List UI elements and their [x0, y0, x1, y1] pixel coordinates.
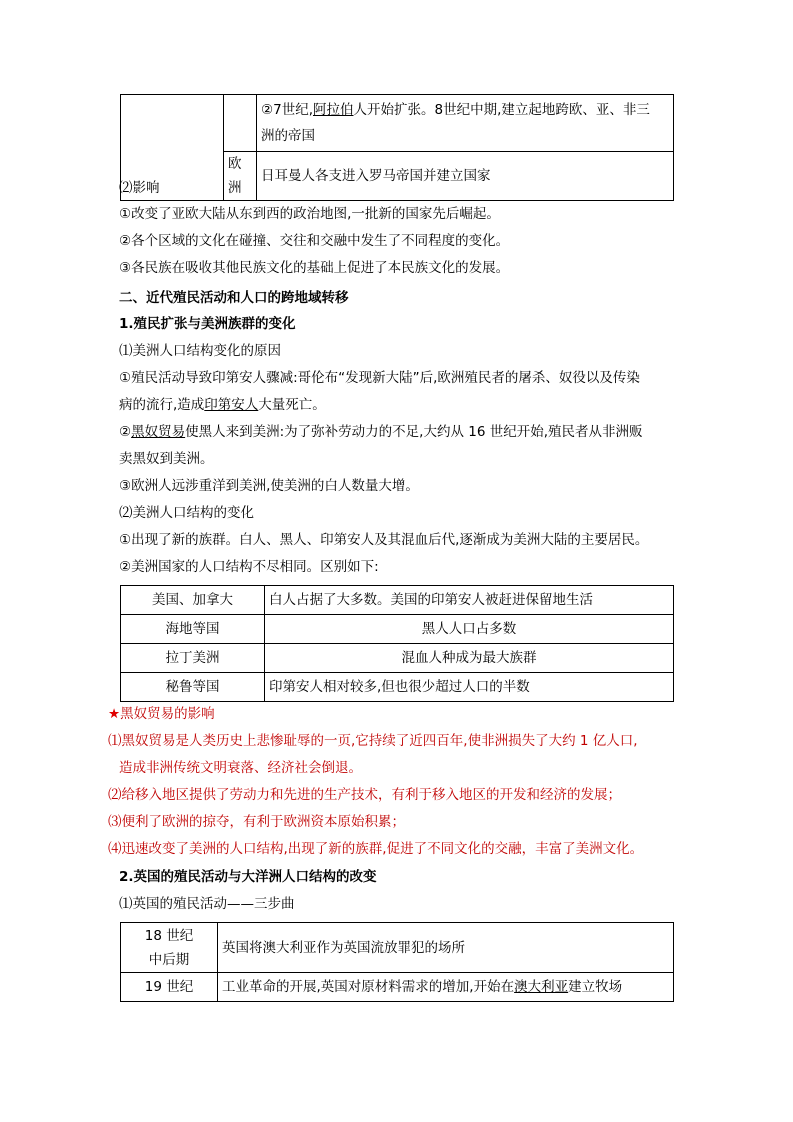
table-cell-region: 海地等国	[121, 615, 265, 644]
change-2: ②美洲国家的人口结构不尽相同。区别如下:	[119, 559, 379, 575]
table-cell-desc: 黑人人口占多数	[265, 615, 674, 644]
table-cell-desc: 英国将澳大利亚作为英国流放罪犯的场所	[218, 923, 674, 973]
table-cell-desc: 混血人种成为最大族群	[265, 644, 674, 673]
table-cell-period	[121, 923, 218, 973]
impact-heading: ⑵影响	[119, 180, 160, 196]
table-cell-region: 拉丁美洲	[121, 644, 265, 673]
arab-underline: 阿拉伯	[312, 102, 354, 118]
table-row	[121, 586, 674, 615]
reason-1-line-1: ①殖民活动导致印第安人骤减:哥伦布“发现新大陆”后,欧洲殖民者的屠杀、奴役以及传染	[119, 370, 640, 386]
reason-2-underline: 黑奴贸易	[131, 424, 186, 440]
subsection-title-2: 2.英国的殖民活动与大洋洲人口结构的改变	[119, 869, 377, 885]
reason-1-text-a: 病的流行,造成	[119, 397, 205, 413]
desc-underline: 澳大利亚	[514, 979, 569, 995]
table-row	[121, 923, 674, 973]
table-row	[121, 615, 674, 644]
table-cell-arab-expansion	[257, 95, 674, 152]
change-heading: ⑵美洲人口结构的变化	[119, 505, 254, 521]
table-cell-period: 19 世纪	[121, 973, 218, 1002]
arab-text-c: 洲的帝国	[261, 128, 315, 144]
section-title: 二、近代殖民活动和人口的跨地域转移	[119, 290, 349, 306]
table-population-structure	[120, 585, 674, 702]
table-cell-region: 美国、加拿大	[121, 586, 265, 615]
table-cell-desc	[218, 973, 674, 1002]
arab-text-a: ②7世纪,	[261, 102, 313, 118]
impact-item-2: ②各个区域的文化在碰撞、交往和交融中发生了不同程度的变化。	[119, 233, 510, 249]
impact-item-3: ③各民族在吸收其他民族文化的基础上促进了本民族文化的发展。	[119, 260, 510, 276]
change-1: ①出现了新的族群。白人、黑人、印第安人及其混血后代,逐渐成为美洲大陆的主要居民。	[119, 532, 649, 548]
table-cell-desc: 白人占据了大多数。美国的印第安人被赶进保留地生活	[265, 586, 674, 615]
table-row	[121, 973, 674, 1002]
desc-text-a: 工业革命的开展,英国对原材料需求的增加,开始在	[222, 979, 515, 995]
reason-1-underline: 印第安人	[204, 397, 259, 413]
table-cell-germanic: 日耳曼人各支进入罗马帝国并建立国家	[257, 152, 674, 201]
period-line-1: 18 世纪	[144, 927, 194, 944]
period-line-2: 中后期	[148, 951, 190, 968]
table-cell-region-europe: 欧洲	[224, 152, 257, 201]
table-cell-desc: 印第安人相对较多,但也很少超过人口的半数	[265, 673, 674, 702]
reason-1-text-b: 大量死亡。	[258, 397, 326, 413]
reason-3: ③欧洲人远涉重洋到美洲,使美洲的白人数量大增。	[119, 478, 419, 494]
table-row	[121, 673, 674, 702]
slave-impact-2: ⑵给移入地区提供了劳动力和先进的生产技术，有利于移入地区的开发和经济的发展；	[108, 787, 621, 803]
reason-2-text: 使黑人来到美洲:为了弥补劳动力的不足,大约从 16 世纪开始,殖民者从非洲贩	[185, 424, 643, 440]
subsection-title-1: 1.殖民扩张与美洲族群的变化	[119, 316, 296, 332]
table-migration-continued	[120, 94, 674, 201]
impact-item-1: ①改变了亚欧大陆从东到西的政治地图,一批新的国家先后崛起。	[119, 206, 500, 222]
star-icon: ★	[108, 706, 121, 722]
reason-1-line-2	[119, 395, 326, 415]
british-colonial-heading: ⑴英国的殖民活动——三步曲	[119, 896, 295, 912]
slave-impact-1-line-2: 造成非洲传统文明衰落、经济社会倒退。	[119, 760, 362, 776]
table-cell-empty-region	[224, 95, 257, 152]
table-row	[121, 644, 674, 673]
slave-impact-4: ⑷迅速改变了美洲的人口结构,出现了新的族群,促进了不同文化的交融，丰富了美洲文化。	[108, 841, 644, 857]
reason-heading: ⑴美洲人口结构变化的原因	[119, 343, 281, 359]
table-british-colonial	[120, 922, 674, 1002]
table-cell-region: 秘鲁等国	[121, 673, 265, 702]
slave-impact-3: ⑶便利了欧洲的掠夺，有利于欧洲资本原始积累；	[108, 814, 405, 830]
arab-text-b: 人开始扩张。8世纪中期,建立起地跨欧、亚、非三	[353, 102, 650, 118]
slave-trade-heading-text: 黑奴贸易的影响	[120, 706, 215, 722]
desc-text-b: 建立牧场	[568, 979, 623, 995]
slave-impact-1-line-1: ⑴黑奴贸易是人类历史上悲惨耻辱的一页,它持续了近四百年,使非洲损失了大约 1 亿人口,	[108, 733, 638, 749]
slave-trade-heading	[108, 704, 215, 724]
reason-2-line-1	[119, 422, 643, 442]
reason-2-line-2: 卖黑奴到美洲。	[119, 451, 214, 467]
reason-2-num: ②	[119, 424, 132, 440]
